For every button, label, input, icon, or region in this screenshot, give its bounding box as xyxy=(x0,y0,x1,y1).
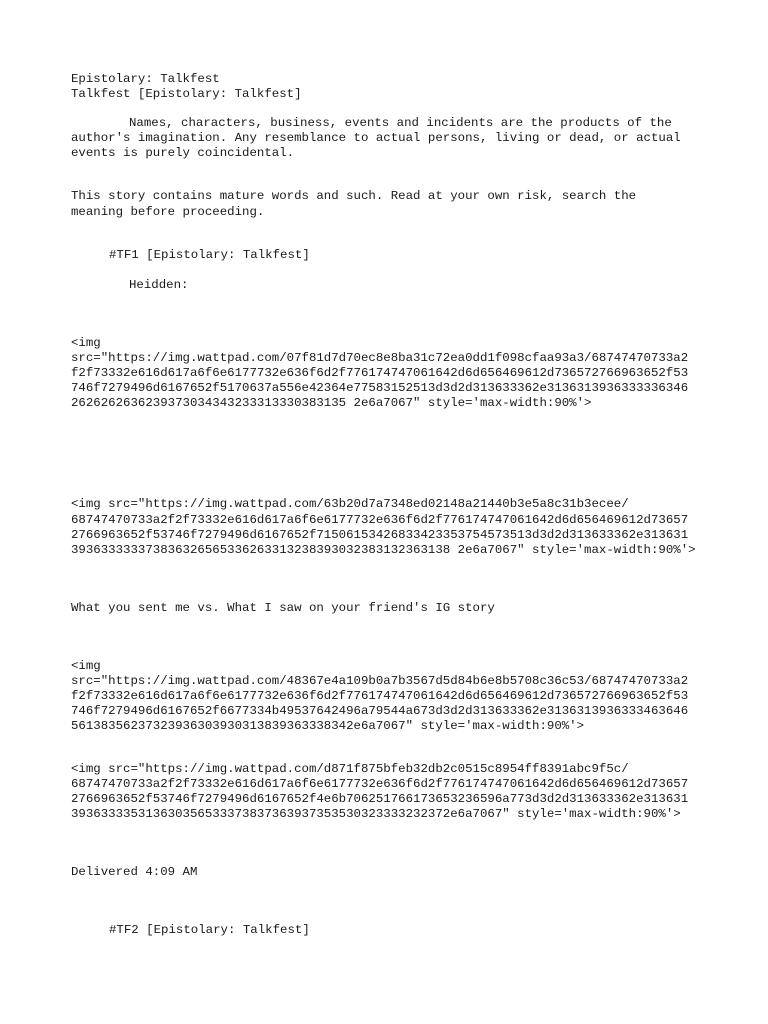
img-tag-line: 2626262636239373034343233313330383135 2e6a7067" style='max-width:90%'> xyxy=(71,396,592,410)
disclaimer-line: Names, characters, business, events and incidents are the products of the xyxy=(129,116,672,130)
chapter-heading: #TF1 [Epistolary: Talkfest] xyxy=(109,248,310,262)
img-tag-line: 68747470733a2f2f73332e616d617a6f6e6177732e636f6d2f776174747061642d6d656469612d73657 xyxy=(71,513,689,527)
disclaimer-line: author's imagination. Any resemblance to actual persons, living or dead, or actual xyxy=(71,131,681,145)
warning-line: meaning before proceeding. xyxy=(71,205,265,219)
img-tag-line: 2766963652f53746f7279496d6167652f71506153426833423353754573513d3d2d313633362e313631 xyxy=(71,528,689,542)
img-tag-line: <img src="https://img.wattpad.com/63b20d7a7348ed02148a21440b3e5a8c31b3ecee/ xyxy=(71,497,629,511)
speaker-name: Heidden: xyxy=(129,278,189,292)
img-tag-line: <img src="https://img.wattpad.com/d871f875bfeb32db2c0515c8954ff8391abc9f5c/ xyxy=(71,762,629,776)
img-tag-line: 68747470733a2f2f73332e616d617a6f6e6177732e636f6d2f776174747061642d6d656469612d73657 xyxy=(71,777,689,791)
img-tag-line: f2f73332e616d617a6f6e6177732e636f6d2f776174747061642d6d656469612d736572766963652f53 xyxy=(71,366,689,380)
delivery-status: Delivered 4:09 AM xyxy=(71,865,198,879)
img-tag-line: <img xyxy=(71,336,101,350)
img-tag-line: 393633333373836326565336263313238393032383132363138 2e6a7067" style='max-width:90%'> xyxy=(71,543,696,557)
img-tag-line: 746f7279496d6167652f6677334b49537642496a79544a673d3d2d313633362e3136313936333463646 xyxy=(71,704,689,718)
disclaimer-line: events is purely coincidental. xyxy=(71,146,295,160)
img-tag-line: 56138356237323936303930313839363338342e6a7067" style='max-width:90%'> xyxy=(71,719,585,733)
img-tag-line: <img xyxy=(71,659,101,673)
document-title: Epistolary: Talkfest xyxy=(71,72,220,86)
img-tag-line: src="https://img.wattpad.com/48367e4a109b0a7b3567d5d84b6e8b5708c36c53/68747470733a2 xyxy=(71,674,689,688)
img-tag-line: 2766963652f53746f7279496d6167652f4e6b706251766173653236596a773d3d2d313633362e313631 xyxy=(71,792,689,806)
img-tag-line: 393633335313630356533373837363937353530323333232372e6a7067" style='max-width:90%'> xyxy=(71,807,681,821)
img-tag-line: 746f7279496d6167652f5170637a556e42364e77583152513d3d2d313633362e3136313936333336346 xyxy=(71,381,689,395)
img-tag-line: src="https://img.wattpad.com/07f81d7d70ec8e8ba31c72ea0dd1f098cfaa93a3/68747470733a2 xyxy=(71,351,689,365)
chapter-heading: #TF2 [Epistolary: Talkfest] xyxy=(109,923,310,937)
img-tag-line: f2f73332e616d617a6f6e6177732e636f6d2f776174747061642d6d656469612d736572766963652f53 xyxy=(71,689,689,703)
image-caption: What you sent me vs. What I saw on your friend's IG story xyxy=(71,601,495,615)
document-subtitle: Talkfest [Epistolary: Talkfest] xyxy=(71,87,302,101)
warning-line: This story contains mature words and such. Read at your own risk, search the xyxy=(71,189,637,203)
